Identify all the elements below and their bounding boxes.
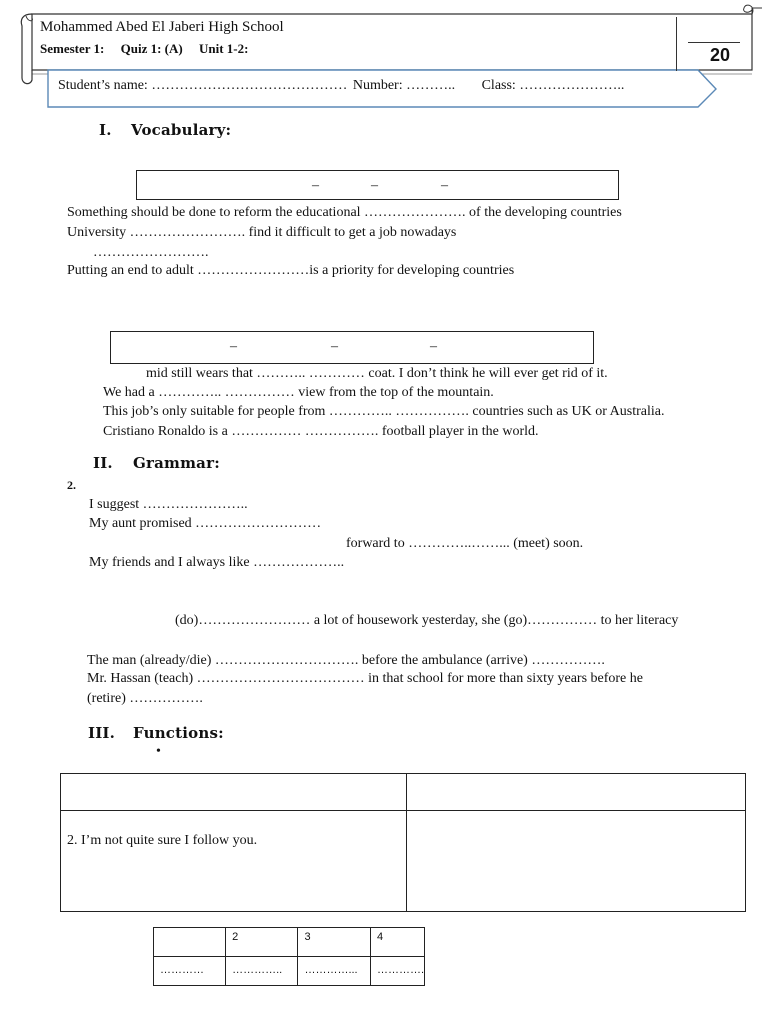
score-fraction-line bbox=[688, 42, 740, 43]
section-grammar-title bbox=[93, 454, 220, 472]
table-row bbox=[154, 928, 425, 957]
table-row bbox=[61, 811, 746, 912]
answer-blank-cell[interactable]: …………... bbox=[298, 957, 371, 986]
grammar-question: The man (already/die) …………………………. before the ambulance (arrive) ……………. bbox=[87, 653, 605, 668]
section-roman-numeral: III. bbox=[88, 724, 116, 742]
word-bank-dash: – bbox=[331, 339, 338, 354]
table-row bbox=[154, 957, 425, 986]
vocab-question: We had a ………….. …………… view from the top of the mountain. bbox=[103, 385, 494, 400]
vocab-question: Putting an end to adult ……………………is a priority for developing countries bbox=[67, 263, 515, 278]
vocab-question: This job’s only suitable for people from ………….. ……………. countries such as UK or Australia. bbox=[103, 404, 665, 419]
table-cell bbox=[61, 811, 407, 912]
section-functions-title bbox=[88, 724, 224, 742]
grammar-question: forward to …………..……... (meet) soon. bbox=[346, 536, 584, 551]
table-cell bbox=[407, 774, 746, 811]
answer-header-cell: 4 bbox=[370, 928, 424, 957]
answer-blank-cell[interactable]: ………….. bbox=[226, 957, 298, 986]
word-bank-dash: – bbox=[430, 339, 437, 354]
student-name-field[interactable]: Student’s name: …………………………………… bbox=[58, 78, 348, 93]
student-info-row bbox=[58, 78, 626, 94]
student-number-field[interactable]: Number: ……….. bbox=[352, 78, 456, 93]
grammar-question: (retire) ……………. bbox=[87, 691, 203, 706]
grammar-question: My friends and I always like ……………….. bbox=[89, 555, 345, 570]
question-number: 2. bbox=[67, 478, 76, 492]
word-bank-box-2 bbox=[110, 331, 594, 364]
semester-label: Semester 1: bbox=[40, 41, 105, 56]
score-total: 20 bbox=[710, 45, 731, 65]
vocab-question: Something should be done to reform the educational …………………. of the developing countries bbox=[67, 205, 622, 220]
vocab-question: ……………………. bbox=[93, 245, 209, 260]
answer-cell[interactable] bbox=[407, 811, 746, 912]
section-roman-numeral: I. bbox=[99, 121, 112, 139]
grammar-question: I suggest ………………….. bbox=[89, 497, 248, 512]
answer-blank-cell[interactable]: ………… bbox=[154, 957, 226, 986]
answer-table bbox=[153, 927, 425, 986]
section-name: Functions: bbox=[133, 724, 224, 742]
functions-table bbox=[60, 773, 746, 912]
word-bank-dash: – bbox=[230, 339, 237, 354]
section-name: Vocabulary: bbox=[131, 121, 232, 139]
answer-blank-cell[interactable]: …………. bbox=[370, 957, 424, 986]
word-bank-dash: – bbox=[371, 178, 378, 193]
answer-header-cell: 3 bbox=[298, 928, 371, 957]
function-prompt: 2. I’m not quite sure I follow you. bbox=[67, 833, 258, 848]
bullet-point: • bbox=[156, 744, 161, 759]
unit-label: Unit 1-2: bbox=[198, 41, 249, 56]
table-row bbox=[61, 774, 746, 811]
score-divider bbox=[676, 17, 677, 71]
section-roman-numeral: II. bbox=[93, 454, 113, 472]
section-name: Grammar: bbox=[133, 454, 220, 472]
answer-header-cell bbox=[154, 928, 226, 957]
grammar-question: My aunt promised ……………………… bbox=[89, 516, 322, 531]
vocab-question: mid still wears that ……….. ………… coat. I don’t think he will ever get rid of it. bbox=[146, 366, 608, 381]
school-name: Mohammed Abed El Jaberi High School bbox=[40, 19, 284, 35]
grammar-question: Mr. Hassan (teach) ……………………………… in that school for more than sixty years before he bbox=[87, 671, 643, 686]
word-bank-dash: – bbox=[312, 178, 319, 193]
section-vocabulary-title bbox=[99, 121, 231, 139]
quiz-subtitle bbox=[40, 41, 248, 57]
word-bank-dash: – bbox=[441, 178, 448, 193]
grammar-question: (do)…………………… a lot of housework yesterday, she (go)…………… to her literacy bbox=[175, 613, 679, 628]
answer-header-cell: 2 bbox=[226, 928, 298, 957]
quiz-label: Quiz 1: (A) bbox=[120, 41, 183, 56]
vocab-question: Cristiano Ronaldo is a …………… ……………. football player in the world. bbox=[103, 424, 539, 439]
vocab-question: University ……………………. find it difficult to get a job nowadays bbox=[67, 225, 457, 240]
student-class-field[interactable]: Class: ………………….. bbox=[481, 78, 625, 93]
table-cell bbox=[61, 774, 407, 811]
